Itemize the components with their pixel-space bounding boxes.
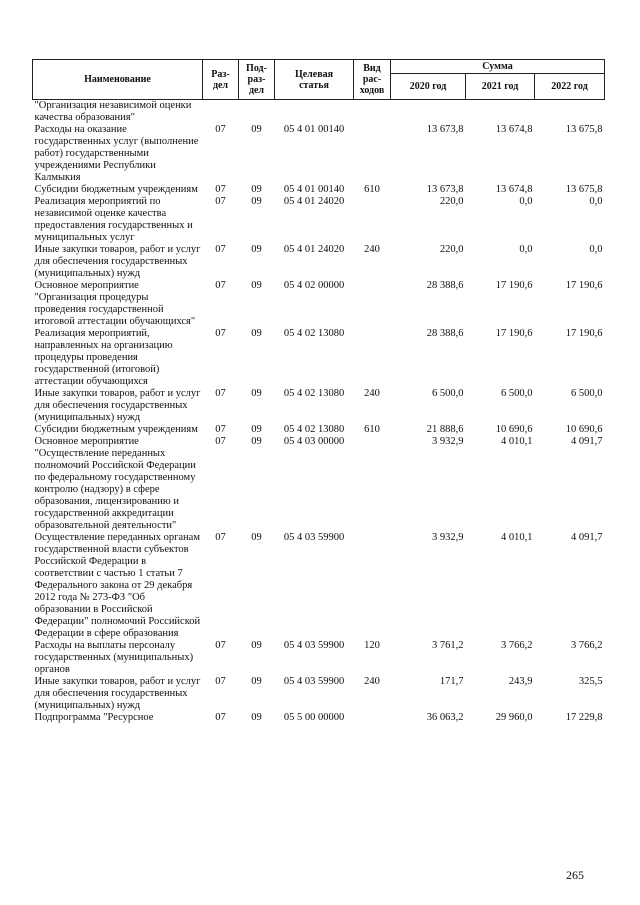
- row-razdel: 07: [215, 280, 226, 291]
- row-razdel: 07: [215, 244, 226, 255]
- table-row: [33, 640, 605, 676]
- row-podrazdel: 09: [251, 280, 262, 291]
- row-name: Иные закупки товаров, работ и услуг для обеспечения государственных (муниципальных) нужд: [34, 676, 201, 711]
- table-row: [33, 712, 605, 724]
- header-target: Целевая статья: [275, 60, 354, 100]
- row-sum-2021: 4 010,1: [501, 436, 533, 447]
- row-podrazdel: 09: [251, 424, 262, 435]
- row-name: Подпрограмма "Ресурсное: [34, 712, 154, 723]
- table-row: [33, 532, 605, 640]
- row-podrazdel: 09: [251, 184, 262, 195]
- row-kind-code: [354, 196, 391, 244]
- row-podrazdel: 09: [251, 436, 262, 447]
- page-number: 265: [566, 868, 584, 882]
- row-sum-2022: 325,5: [578, 676, 603, 687]
- row-sum-2022: 17 190,6: [565, 328, 603, 339]
- row-kind-code: [354, 100, 391, 125]
- row-name: Основное мероприятие "Организация процедуры проведения государственной итоговой аттестации обучающихся": [34, 280, 196, 327]
- row-kind-code: [354, 436, 391, 532]
- row-sum-2022: 3 766,2: [571, 640, 603, 651]
- row-target-code: 05 4 01 24020: [283, 196, 345, 207]
- row-target-code: 05 5 00 00000: [283, 712, 345, 723]
- row-name: Иные закупки товаров, работ и услуг для обеспечения государственных (муниципальных) нужд: [34, 388, 201, 423]
- row-sum-2021: 17 190,6: [495, 280, 533, 291]
- row-razdel: 07: [215, 532, 226, 543]
- row-target-code: 05 4 01 24020: [283, 244, 345, 255]
- row-kind-code: [354, 280, 391, 328]
- row-sum-2021: 4 010,1: [501, 532, 533, 543]
- row-kind-code: [354, 532, 391, 640]
- row-razdel: 07: [215, 424, 226, 435]
- row-sum-2020: 13 673,8: [426, 184, 464, 195]
- header-year-2020: 2020 год: [391, 74, 466, 100]
- table-body: [33, 100, 605, 725]
- row-name: Расходы на оказание государственных услуг (выполнение работ) государственными учреждениями Республики Калмыкия: [34, 124, 199, 183]
- row-kind-code: 240: [364, 244, 380, 255]
- row-target-code: 05 4 03 59900: [283, 676, 345, 687]
- table-row: [33, 676, 605, 712]
- row-podrazdel: 09: [251, 640, 262, 651]
- row-podrazdel: 09: [251, 124, 262, 135]
- row-sum-2021: 10 690,6: [495, 424, 533, 435]
- row-podrazdel: 09: [251, 532, 262, 543]
- row-target-code: 05 4 01 00140: [283, 124, 345, 135]
- row-podrazdel: 09: [251, 196, 262, 207]
- row-razdel: 07: [215, 328, 226, 339]
- row-name: Основное мероприятие "Осуществление переданных полномочий Российской Федерации по федеральному государственному контролю (надзору) в сфере образования, лицензированию и государственной аккредитации образовательной деятельности": [34, 436, 196, 531]
- row-target-code: 05 4 03 59900: [283, 532, 345, 543]
- row-sum-2020: 28 388,6: [426, 328, 464, 339]
- row-name: Реализация мероприятий, направленных на организацию процедуры проведения государственной (итоговой) аттестации обучающихся: [34, 328, 173, 387]
- row-sum-2022: 13 675,8: [565, 184, 603, 195]
- table-header: [33, 60, 605, 100]
- row-sum-2022: 17 190,6: [565, 280, 603, 291]
- row-kind-code: [354, 712, 391, 724]
- header-podrazdel: Под- раз- дел: [239, 60, 275, 100]
- row-sum-2022: 17 229,8: [565, 712, 603, 723]
- row-target-code: 05 4 01 00140: [283, 184, 345, 195]
- row-kind-code: [354, 124, 391, 184]
- table-row: [33, 328, 605, 388]
- row-target-code: 05 4 02 00000: [283, 280, 345, 291]
- row-kind-code: 240: [364, 676, 380, 687]
- table-row: [33, 124, 605, 184]
- row-kind-code: 240: [364, 388, 380, 399]
- row-name: Реализация мероприятий по независимой оценке качества предоставления государственных и муниципальных услуг: [34, 196, 193, 243]
- row-sum-2022: 10 690,6: [565, 424, 603, 435]
- row-sum-2020: 220,0: [439, 244, 464, 255]
- header-kind: Вид рас- ходов: [354, 60, 391, 100]
- table-row: [33, 280, 605, 328]
- header-sum: Сумма: [391, 60, 605, 74]
- row-sum-2020: 28 388,6: [426, 280, 464, 291]
- row-sum-2021: 3 766,2: [501, 640, 533, 651]
- row-kind-code: 610: [364, 184, 380, 195]
- row-podrazdel: 09: [251, 244, 262, 255]
- row-target-code: [275, 100, 354, 125]
- table-row: [33, 244, 605, 280]
- row-sum-2021: 29 960,0: [495, 712, 533, 723]
- row-sum-2021: 13 674,8: [495, 184, 533, 195]
- table-row: [33, 184, 605, 196]
- row-sum-2021: 0,0: [519, 196, 533, 207]
- row-sum-2022: 4 091,7: [571, 532, 603, 543]
- table-row: [33, 100, 605, 125]
- row-sum-2022: [535, 100, 605, 125]
- row-sum-2022: 6 500,0: [571, 388, 603, 399]
- row-razdel: 07: [215, 436, 226, 447]
- row-podrazdel: [239, 100, 275, 125]
- header-year-2021: 2021 год: [466, 74, 535, 100]
- row-target-code: 05 4 03 59900: [283, 640, 345, 651]
- row-podrazdel: 09: [251, 328, 262, 339]
- row-sum-2020: 21 888,6: [426, 424, 464, 435]
- row-sum-2020: 3 932,9: [432, 532, 464, 543]
- row-sum-2022: 0,0: [589, 244, 603, 255]
- row-razdel: 07: [215, 676, 226, 687]
- row-sum-2021: 13 674,8: [495, 124, 533, 135]
- header-year-2022: 2022 год: [535, 74, 605, 100]
- row-razdel: 07: [215, 388, 226, 399]
- row-sum-2021: [466, 100, 535, 125]
- row-sum-2021: 17 190,6: [495, 328, 533, 339]
- table-row: [33, 424, 605, 436]
- row-target-code: 05 4 02 13080: [283, 328, 345, 339]
- header-razdel: Раз- дел: [203, 60, 239, 100]
- row-podrazdel: 09: [251, 712, 262, 723]
- budget-table: [32, 59, 605, 724]
- table-row: [33, 436, 605, 532]
- row-razdel: 07: [215, 184, 226, 195]
- row-sum-2020: [391, 100, 466, 125]
- row-sum-2022: 13 675,8: [565, 124, 603, 135]
- row-sum-2022: 0,0: [589, 196, 603, 207]
- row-target-code: 05 4 03 00000: [283, 436, 345, 447]
- row-sum-2020: 220,0: [439, 196, 464, 207]
- row-name: Субсидии бюджетным учреждениям: [34, 424, 198, 435]
- row-sum-2020: 3 932,9: [432, 436, 464, 447]
- row-razdel: 07: [215, 124, 226, 135]
- row-sum-2021: 243,9: [508, 676, 533, 687]
- row-razdel: [203, 100, 239, 125]
- row-name: "Организация независимой оценки качества образования": [34, 100, 192, 123]
- row-razdel: 07: [215, 712, 226, 723]
- row-sum-2020: 13 673,8: [426, 124, 464, 135]
- row-podrazdel: 09: [251, 676, 262, 687]
- row-sum-2021: 6 500,0: [501, 388, 533, 399]
- row-sum-2020: 6 500,0: [432, 388, 464, 399]
- row-name: Иные закупки товаров, работ и услуг для обеспечения государственных (муниципальных) нужд: [34, 244, 201, 279]
- row-target-code: 05 4 02 13080: [283, 424, 345, 435]
- header-name: Наименование: [33, 60, 203, 100]
- row-kind-code: 610: [364, 424, 380, 435]
- table-row: [33, 388, 605, 424]
- table-row: [33, 196, 605, 244]
- row-name: Осуществление переданных органам государственной власти субъектов Российской Федерации в соответствии с частью 1 статьи 7 Федерального закона от 29 декабря 2012 года № 273-ФЗ "Об образовании в Российской Федерации" полномочий Российской Федерации в сфере образования: [34, 532, 201, 639]
- row-sum-2021: 0,0: [519, 244, 533, 255]
- row-razdel: 07: [215, 640, 226, 651]
- row-target-code: 05 4 02 13080: [283, 388, 345, 399]
- budget-table-page: [32, 59, 604, 724]
- row-sum-2020: 171,7: [439, 676, 464, 687]
- row-sum-2020: 3 761,2: [432, 640, 464, 651]
- row-razdel: 07: [215, 196, 226, 207]
- row-kind-code: [354, 328, 391, 388]
- row-sum-2022: 4 091,7: [571, 436, 603, 447]
- row-kind-code: 120: [364, 640, 380, 651]
- row-podrazdel: 09: [251, 388, 262, 399]
- row-name: Субсидии бюджетным учреждениям: [34, 184, 198, 195]
- row-sum-2020: 36 063,2: [426, 712, 464, 723]
- row-name: Расходы на выплаты персоналу государственных (муниципальных) органов: [34, 640, 194, 675]
